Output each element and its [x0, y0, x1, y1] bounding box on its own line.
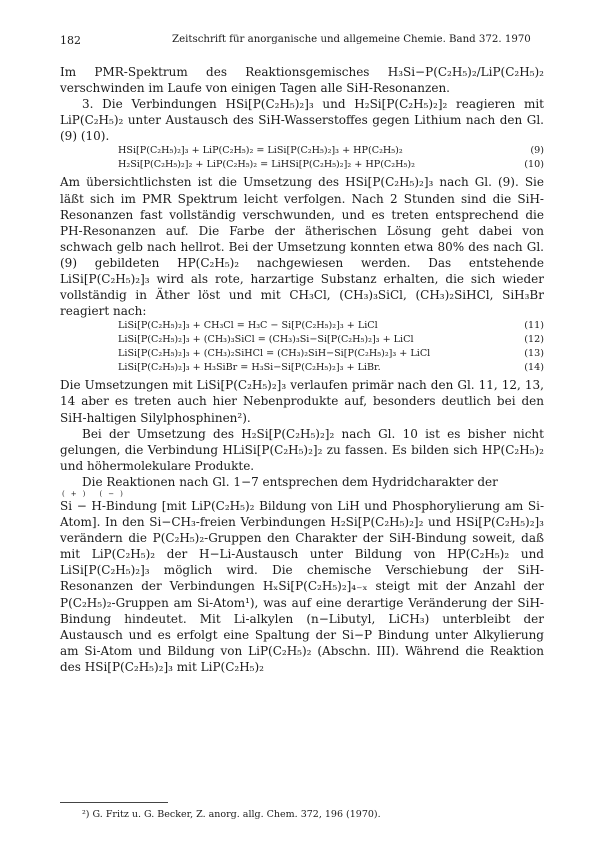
ion-charge-marks: (+) (−) [62, 489, 129, 498]
equation-text: LiSi[P(C₂H₅)₂]₃ + (CH₃)₃SiCl = (CH₃)₃Si−Si[P(C₂H₅)₂]₃ + LiCl [118, 334, 414, 346]
footnote-number: ²) [82, 809, 90, 820]
equation-9 [60, 144, 544, 158]
equation-number: (10) [524, 159, 544, 171]
equation-13 [60, 347, 544, 361]
paragraph-6-start: Die Reaktionen nach Gl. 1−7 entsprechen dem Hydridcharakter der [82, 474, 498, 489]
page-header [60, 34, 544, 50]
equation-group-9-10 [60, 144, 544, 172]
equation-text: LiSi[P(C₂H₅)₂]₃ + CH₃Cl = H₃C − Si[P(C₂H₅)₂]₃ + LiCl [118, 320, 378, 332]
paragraph-2: 3. Die Verbindungen HSi[P(C₂H₅)₂]₃ und H₂Si[P(C₂H₅)₂]₂ reagieren mit LiP(C₂H₅)₂ unter Austausch des SiH-Wasserstoffes gegen Lithium nach den Gl. (9) (10). [60, 97, 544, 144]
main-text [60, 64, 544, 675]
equation-number: (11) [524, 320, 544, 332]
footnote-text: G. Fritz u. G. Becker, Z. anorg. allg. Chem. 372, 196 (1970). [92, 809, 381, 820]
equation-number: (13) [524, 348, 544, 360]
paragraph-1: Im PMR-Spektrum des Reaktionsgemisches H₃Si−P(C₂H₅)₂/LiP(C₂H₅)₂ verschwinden im Laufe von einigen Tagen alle SiH-Resonanzen. [60, 65, 544, 96]
equation-number: (9) [530, 145, 544, 157]
footnote-rule [60, 802, 168, 803]
footnote [60, 809, 544, 821]
paragraph-3: Am übersichtlichsten ist die Umsetzung des HSi[P(C₂H₅)₂]₃ nach Gl. (9). Sie läßt sich im PMR Spektrum leicht verfolgen. Nach 2 Stunden sind die SiH-Resonanzen fast vollständig verschwunden, und es treten entsprechend die PH-Resonanzen auf. Die Farbe der ätherischen Lösung geht dabei von schwach gelb nach hellrot. Bei der Umsetzung konnten etwa 80% des nach Gl. (9) gebildeten HP(C₂H₅)₂ nachgewiesen werden. Das entstehende LiSi[P(C₂H₅)₂]₃ wird als rote, harzartige Substanz erhalten, die sich wieder vollständig in Äther löst und mit CH₃Cl, (CH₃)₃SiCl, (CH₃)₂SiHCl, SiH₃Br reagiert nach: [60, 175, 544, 319]
equation-text: LiSi[P(C₂H₅)₂]₃ + H₃SiBr = H₃Si−Si[P(C₂H₅)₂]₃ + LiBr. [118, 362, 381, 374]
equation-text: LiSi[P(C₂H₅)₂]₃ + (CH₃)₂SiHCl = (CH₃)₂SiH−Si[P(C₂H₅)₂]₃ + LiCl [118, 348, 431, 360]
paragraph-4: Die Umsetzungen mit LiSi[P(C₂H₅)₂]₃ verlaufen primär nach den Gl. 11, 12, 13, 14 aber es treten auch hier Nebenprodukte auf, besonders deutlich bei den SiH-haltigen Silylphosphinen²). [60, 378, 544, 425]
page-number: 182 [60, 34, 81, 47]
equation-number: (12) [524, 334, 544, 346]
equation-11 [60, 319, 544, 333]
equation-12 [60, 333, 544, 347]
running-title: Zeitschrift für anorganische und allgemeine Chemie. Band 372. 1970 [172, 34, 531, 45]
equation-text: H₂Si[P(C₂H₅)₂]₂ + LiP(C₂H₅)₂ = LiHSi[P(C₂H₅)₂]₂ + HP(C₂H₅)₂ [118, 159, 415, 171]
equation-number: (14) [524, 362, 544, 374]
paragraph-6-continued: Si − H-Bindung [mit LiP(C₂H₅)₂ Bildung von LiH und Phosphorylierung am Si-Atom]. In den Si−CH₃-freien Verbindungen H₂Si[P(C₂H₅)₂]₂ und HSi[P(C₂H₅)₂]₃ verändern die P(C₂H₅)₂-Gruppen den Charakter der SiH-Bindung soweit, daß mit LiP(C₂H₅)₂ der H−Li-Austausch unter Bildung von HP(C₂H₅)₂ und LiSi[P(C₂H₅)₂]₃ möglich wird. Die chemische Verschiebung der SiH-Resonanzen der Verbindungen HₓSi[P(C₂H₅)₂]₄₋ₓ steigt mit der Anzahl der P(C₂H₅)₂-Gruppen am Si-Atom¹), was auf eine derartige Veränderung der SiH-Bindung hindeutet. Mit Li-alkylen (n−Libutyl, LiCH₃) unterbleibt der Austausch und es erfolgt eine Spaltung der Si−P Bindung unter Alkylierung am Si-Atom und Bildung von LiP(C₂H₅)₂ (Abschn. III). Während die Reaktion des HSi[P(C₂H₅)₂]₃ mit LiP(C₂H₅)₂ [60, 498, 544, 674]
equation-14 [60, 361, 544, 375]
equation-text: HSi[P(C₂H₅)₂]₃ + LiP(C₂H₅)₂ = LiSi[P(C₂H₅)₂]₃ + HP(C₂H₅)₂ [118, 145, 403, 157]
equation-10 [60, 158, 544, 172]
equation-group-11-14 [60, 319, 544, 375]
paragraph-5: Bei der Umsetzung des H₂Si[P(C₂H₅)₂]₂ nach Gl. 10 ist es bisher nicht gelungen, die Verbindung HLiSi[P(C₂H₅)₂]₂ zu fassen. Es bilden sich HP(C₂H₅)₂ und höhermolekulare Produkte. [60, 426, 544, 473]
